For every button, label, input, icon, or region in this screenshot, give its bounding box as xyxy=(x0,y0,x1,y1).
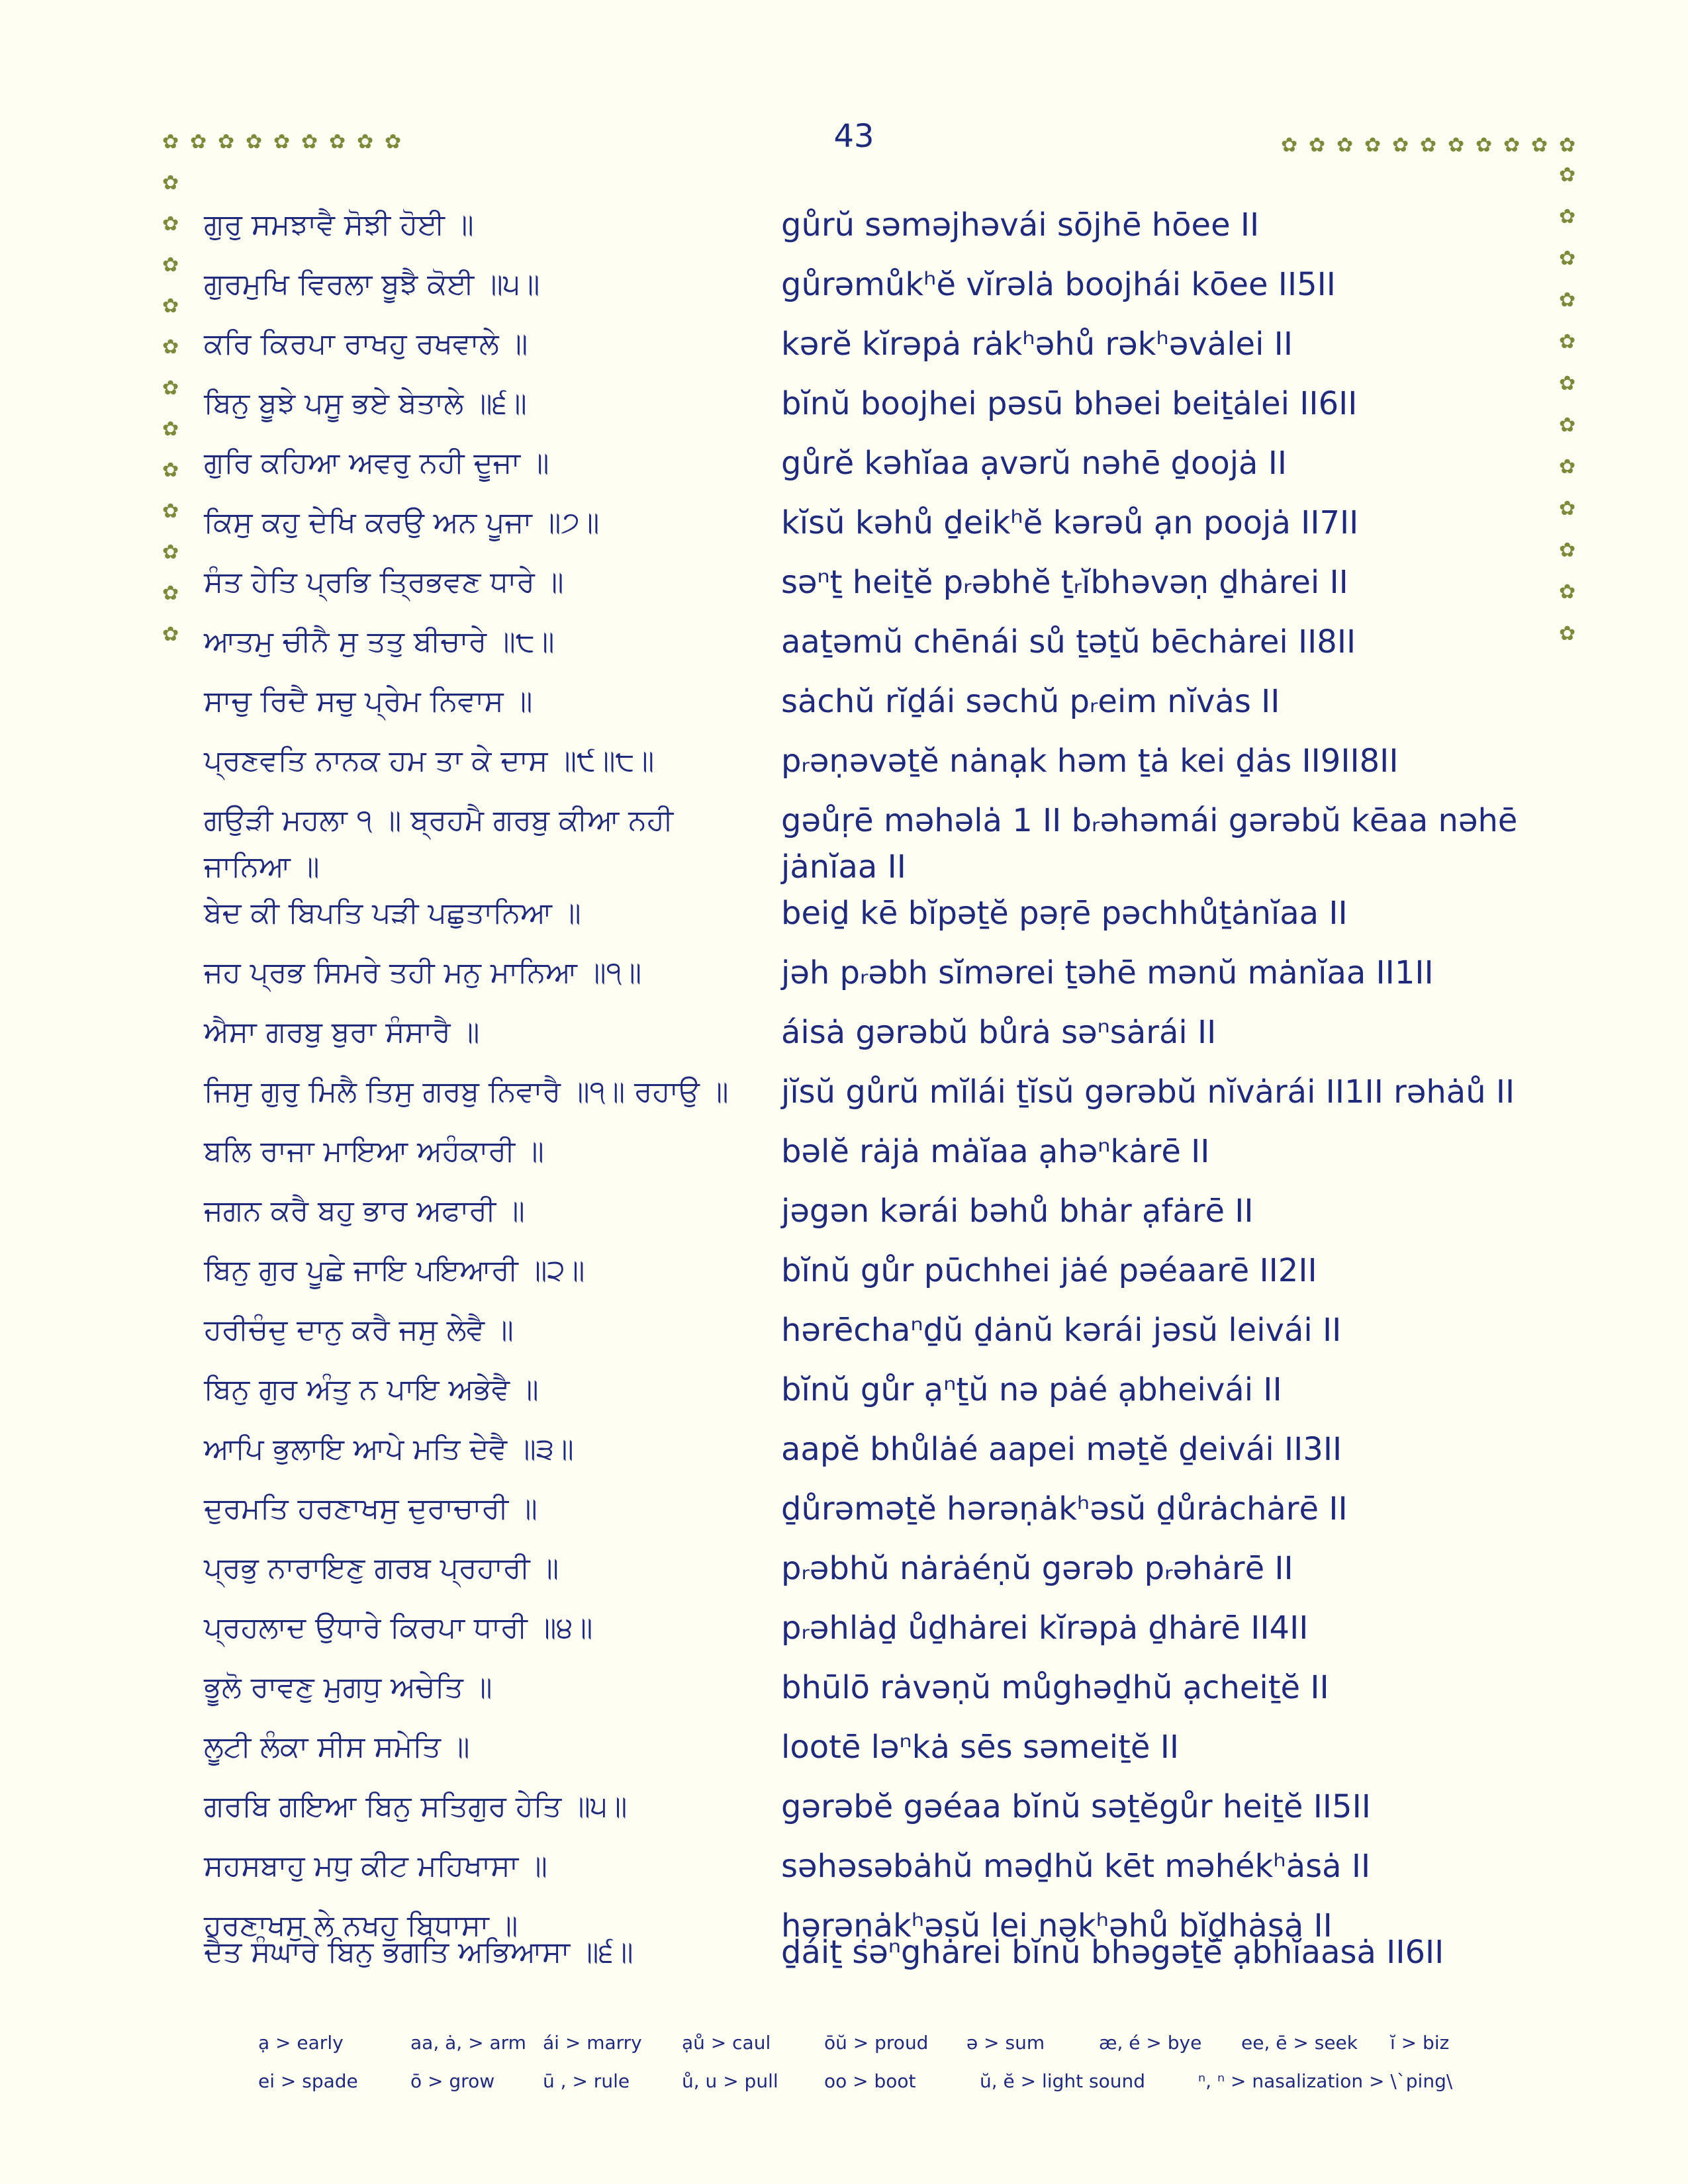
flower-icon: ✿ xyxy=(162,171,179,195)
gurmukhi-line: ਸੰਤ ਹੇਤਿ ਪ੍ਰਭਿ ਤ੍ਰਿਭਵਣ ਧਾਰੇ ॥ xyxy=(204,565,564,599)
flower-icon: ✿ xyxy=(1392,134,1409,157)
flower-icon: ✿ xyxy=(1559,372,1576,395)
flower-icon: ✿ xyxy=(218,130,235,154)
transliteration-line: gůrəmůkʰĕ vĭrəlȧ boojhái kōee II5II xyxy=(781,266,1336,303)
flower-icon: ✿ xyxy=(162,130,179,154)
transliteration-line: səⁿṯ heiṯĕ pᵣəbhĕ ṯᵣĭbhəvəṇ ḏhȧrei II xyxy=(781,564,1348,601)
flower-icon: ✿ xyxy=(1559,163,1576,187)
legend-item: aa, ȧ, > arm xyxy=(410,2032,526,2054)
flower-icon: ✿ xyxy=(1559,580,1576,604)
flower-icon: ✿ xyxy=(1559,134,1576,157)
transliteration-line: pᵣəbhŭ nȧrȧéṇŭ gərəb pᵣəhȧrē II xyxy=(781,1550,1293,1587)
transliteration-line: beiḏ kē bĭpəṯĕ pəṛē pəchhůṯȧnĭaa II xyxy=(781,895,1348,932)
transliteration-line: jĭsŭ gůrŭ mĭlái ṯĭsŭ gərəbŭ nĭvȧrái II1II rəhȧů II xyxy=(781,1073,1515,1111)
flower-icon: ✿ xyxy=(1476,134,1493,157)
transliteration-line: kĭsŭ kəhů ḏeikʰĕ kərəů ạn poojȧ II7II xyxy=(781,504,1359,541)
flower-icon: ✿ xyxy=(162,459,179,482)
gurmukhi-line: ਜਿਸੁ ਗੁਰੁ ਮਿਲੈ ਤਿਸੁ ਗਰਬੁ ਨਿਵਾਰੈ ॥੧॥ ਰਹਾਉ ॥ xyxy=(204,1075,729,1109)
gurmukhi-line: ਕਰਿ ਕਿਰਪਾ ਰਾਖਹੁ ਰਖਵਾਲੇ ॥ xyxy=(204,327,528,361)
gurmukhi-line: ਲੂਟੀ ਲੰਕਾ ਸੀਸ ਸਮੇਤਿ ॥ xyxy=(204,1730,470,1764)
gurmukhi-line: ਬੇਦ ਕੀ ਬਿਪਤਿ ਪੜੀ ਪਛੁਤਾਨਿਆ ॥ xyxy=(204,896,581,930)
flower-icon: ✿ xyxy=(1503,134,1521,157)
gurmukhi-line: ਜਗਨ ਕਰੈ ਬਹੁ ਭਾਰ ਅਫਾਰੀ ॥ xyxy=(204,1194,525,1228)
legend-item: ŭ, ĕ > light sound xyxy=(980,2070,1145,2092)
transliteration-line: gůrĕ kəhĭaa ạvərŭ nəhē ḏoojȧ II xyxy=(781,445,1288,482)
gurmukhi-line: ਜਹ ਪ੍ਰਭ ਸਿਮਰੇ ਤਹੀ ਮਨੁ ਮਾਨਿਆ ॥੧॥ xyxy=(204,956,642,989)
flower-icon: ✿ xyxy=(162,295,179,318)
gurmukhi-line: ਗੁਰਿ ਕਹਿਆ ਅਵਰੁ ਨਹੀ ਦੂਜਾ ॥ xyxy=(204,446,549,480)
flower-icon: ✿ xyxy=(1559,497,1576,520)
flower-icon: ✿ xyxy=(301,130,318,154)
legend-item: ə > sum xyxy=(966,2032,1045,2054)
flower-icon: ✿ xyxy=(357,130,374,154)
gurmukhi-line: ਗੁਰਮੁਖਿ ਵਿਰਲਾ ਬੂਝੈ ਕੋਈ ॥੫॥ xyxy=(204,267,540,301)
flower-icon: ✿ xyxy=(162,377,179,400)
flower-icon: ✿ xyxy=(1559,330,1576,353)
transliteration-line: sȧchŭ rĭḏái səchŭ pᵣeim nĭvȧs II xyxy=(781,683,1280,720)
legend-item: ee, ē > seek xyxy=(1241,2032,1358,2054)
gurmukhi-line: ਐਸਾ ਗਰਬੁ ਬੁਰਾ ਸੰਸਾਰੈ ॥ xyxy=(204,1015,480,1049)
gurmukhi-line: ਪ੍ਰਣਵਤਿ ਨਾਨਕ ਹਮ ਤਾ ਕੇ ਦਾਸ ॥੯॥੮॥ xyxy=(204,744,655,778)
flower-icon: ✿ xyxy=(329,130,346,154)
flower-icon: ✿ xyxy=(162,500,179,523)
flower-icon: ✿ xyxy=(1309,134,1326,157)
gurmukhi-line: ਬਿਨੁ ਬੂਝੇ ਪਸੂ ਭਏ ਬੇਤਾਲੇ ॥੬॥ xyxy=(204,387,527,420)
transliteration-line: gůrŭ səməjhəvái sōjhē hōee II xyxy=(781,206,1260,244)
flower-icon: ✿ xyxy=(162,212,179,236)
transliteration-line: səhəsəbȧhŭ məḏhŭ kēt məhékʰȧsȧ II xyxy=(781,1848,1371,1885)
gurmukhi-line: ਗੁਰੁ ਸਮਝਾਵੈ ਸੋਝੀ ਹੋਈ ॥ xyxy=(204,208,474,242)
transliteration-line: pᵣəṇəvəṯĕ nȧnạk həm ṯȧ kei ḏȧs II9II8II xyxy=(781,743,1399,780)
gurmukhi-line: ਬਿਨੁ ਗੁਰ ਪੂਛੇ ਜਾਇ ਪਇਆਰੀ ॥੨॥ xyxy=(204,1253,585,1287)
flower-icon: ✿ xyxy=(162,582,179,605)
flower-icon: ✿ xyxy=(1559,455,1576,478)
gurmukhi-line: ਹਰੀਚੰਦੁ ਦਾਨੁ ਕਰੈ ਜਸੁ ਲੇਵੈ ॥ xyxy=(204,1313,514,1347)
gurmukhi-line: ਸਾਚੁ ਰਿਦੈ ਸਚੁ ਪ੍ਰੇਮ ਨਿਵਾਸ ॥ xyxy=(204,684,533,718)
flower-icon: ✿ xyxy=(190,130,207,154)
gurmukhi-line: ਆਤਮੁ ਚੀਨੈ ਸੁ ਤਤੁ ਬੀਚਾਰੇ ॥੮॥ xyxy=(204,625,555,659)
legend-item: æ, é > bye xyxy=(1099,2032,1202,2054)
transliteration-line: ḏůrəməṯĕ hərəṇȧkʰəsŭ ḏůrȧchȧrē II xyxy=(781,1490,1348,1527)
flower-icon: ✿ xyxy=(1531,134,1548,157)
gurmukhi-line: ਪ੍ਰਭੁ ਨਾਰਾਇਣੁ ਗਰਬ ਪ੍ਰਹਾਰੀ ॥ xyxy=(204,1551,559,1585)
transliteration-line: pᵣəhlȧḏ ůḏhȧrei kĭrəpȧ ḏhȧrē II4II xyxy=(781,1610,1309,1647)
gurmukhi-line: ਪ੍ਰਹਲਾਦ ਉਧਾਰੇ ਕਿਰਪਾ ਧਾਰੀ ॥੪॥ xyxy=(204,1611,593,1645)
flower-icon: ✿ xyxy=(273,130,291,154)
legend-item: ū , > rule xyxy=(543,2070,630,2092)
flower-icon: ✿ xyxy=(1559,539,1576,562)
legend-item: ạů > caul xyxy=(682,2032,771,2054)
flower-icon: ✿ xyxy=(1420,134,1437,157)
transliteration-line: jəh pᵣəbh sĭmərei ṯəhē mənŭ mȧnĭaa II1II xyxy=(781,954,1434,991)
flower-icon: ✿ xyxy=(246,130,263,154)
legend-item: ĭ > biz xyxy=(1390,2032,1450,2054)
transliteration-line: áisȧ gərəbŭ bůrȧ səⁿsȧrái II xyxy=(781,1014,1217,1051)
flower-icon: ✿ xyxy=(385,130,402,154)
gurmukhi-line: ਦੁਰਮਤਿ ਹਰਣਾਖਸੁ ਦੁਰਾਚਾਰੀ ॥ xyxy=(204,1492,538,1525)
flower-icon: ✿ xyxy=(162,336,179,359)
gurmukhi-line: ਸਹਸਬਾਹੁ ਮਧੁ ਕੀਟ ਮਹਿਖਾਸਾ ॥ xyxy=(204,1849,547,1883)
gurmukhi-line: ਗਰਬਿ ਗਇਆ ਬਿਨੁ ਸਤਿਗੁਰ ਹੇਤਿ ॥੫॥ xyxy=(204,1790,628,1823)
legend-item: ō > grow xyxy=(410,2070,495,2092)
legend-item: ei > spade xyxy=(258,2070,358,2092)
gurmukhi-line: ਬਲਿ ਰਾਜਾ ਮਾਇਆ ਅਹੰਕਾਰੀ ॥ xyxy=(204,1134,544,1168)
transliteration-line: lootē ləⁿkȧ sēs səmeiṯĕ II xyxy=(781,1729,1180,1766)
transliteration-line: aapĕ bhůlȧé aapei məṯĕ ḏeivái II3II xyxy=(781,1431,1342,1468)
gurmukhi-line: ਆਪਿ ਭੁਲਾਇ ਆਪੇ ਮਤਿ ਦੇਵੈ ॥੩॥ xyxy=(204,1432,574,1466)
flower-icon: ✿ xyxy=(1559,205,1576,228)
transliteration-line: bĭnŭ gůr ạⁿṯŭ nə pȧé ạbheivái II xyxy=(781,1371,1282,1408)
transliteration-line: bhūlō rȧvəṇŭ můghəḏhŭ ạcheiṯĕ II xyxy=(781,1669,1329,1706)
legend-item: oo > boot xyxy=(824,2070,916,2092)
flower-icon: ✿ xyxy=(162,418,179,441)
page-number: 43 xyxy=(833,118,874,155)
transliteration-line: kərĕ kĭrəpȧ rȧkʰəhů rəkʰəvȧlei II xyxy=(781,326,1293,363)
transliteration-line: aaṯəmŭ chēnái sů ṯəṯŭ bēchȧrei II8II xyxy=(781,623,1356,660)
flower-icon: ✿ xyxy=(1336,134,1354,157)
transliteration-line: gəůṛē məhəlȧ 1 II bᵣəhəmái gərəbŭ kēaa nəhē jȧnĭaa II xyxy=(781,802,1528,886)
gurmukhi-line: ਦੈਤ ਸੰਘਾਰੇ ਬਿਨੁ ਭਗਤਿ ਅਭਿਆਸਾ ॥੬॥ xyxy=(204,1935,633,1969)
gurmukhi-line: ਭੂਲੋ ਰਾਵਣੁ ਮੁਗਧੁ ਅਚੇਤਿ ॥ xyxy=(204,1670,492,1704)
legend-item: ů, u > pull xyxy=(682,2070,778,2092)
legend-item: ⁿ, ⁿ > nasalization > \`ping\ xyxy=(1198,2070,1453,2092)
flower-icon: ✿ xyxy=(1559,414,1576,437)
flower-icon: ✿ xyxy=(1559,622,1576,645)
flower-icon: ✿ xyxy=(1364,134,1382,157)
transliteration-line: hərəṇȧkʰəsŭ lei nəkʰəhů bĭḏhȧsȧ II xyxy=(781,1907,1333,1944)
legend-item: ōŭ > proud xyxy=(824,2032,929,2054)
transliteration-line: bəlĕ rȧjȧ mȧĭaa ạhəⁿkȧrē II xyxy=(781,1133,1210,1170)
transliteration-line: hərēchaⁿḏŭ ḏȧnŭ kərái jəsŭ leivái II xyxy=(781,1312,1342,1349)
legend-item: ái > marry xyxy=(543,2032,642,2054)
transliteration-line: jəgən kərái bəhů bhȧr ạfȧrē II xyxy=(781,1193,1254,1230)
flower-icon: ✿ xyxy=(1448,134,1465,157)
flower-icon: ✿ xyxy=(1559,247,1576,270)
transliteration-line: bĭnŭ boojhei pəsū bhəei beiṯȧlei II6II xyxy=(781,385,1358,422)
gurmukhi-line: ਕਿਸੁ ਕਹੁ ਦੇਖਿ ਕਰਉ ਅਨ ਪੂਜਾ ॥੭॥ xyxy=(204,506,600,539)
flower-icon: ✿ xyxy=(162,541,179,564)
flower-icon: ✿ xyxy=(1281,134,1298,157)
flower-icon: ✿ xyxy=(162,623,179,646)
transliteration-line: gərəbĕ gəéaa bĭnŭ səṯĕgůr heiṯĕ II5II xyxy=(781,1788,1371,1825)
gurmukhi-line: ਹਰਣਾਖਸੁ ਲੇ ਨਖਹੁ ਬਿਧਾਸਾ ॥ xyxy=(204,1909,518,1942)
flower-icon: ✿ xyxy=(162,253,179,277)
transliteration-line: ḏáiṯ səⁿghȧrei bĭnŭ bhəgəṯĕ ạbhĭaasȧ II6II xyxy=(781,1934,1444,1971)
legend-item: ạ > early xyxy=(258,2032,344,2054)
transliteration-line: bĭnŭ gůr pūchhei jȧé pəéaarē II2II xyxy=(781,1252,1317,1289)
flower-icon: ✿ xyxy=(1559,289,1576,312)
gurmukhi-line: ਗਉੜੀ ਮਹਲਾ ੧ ॥ ਬ੍ਰਹਮੈ ਗਰਬੁ ਕੀਆ ਨਹੀ ਜਾਨਿਆ ॥ xyxy=(204,803,683,884)
gurmukhi-line: ਬਿਨੁ ਗੁਰ ਅੰਤੁ ਨ ਪਾਇ ਅਭੇਵੈ ॥ xyxy=(204,1373,539,1406)
